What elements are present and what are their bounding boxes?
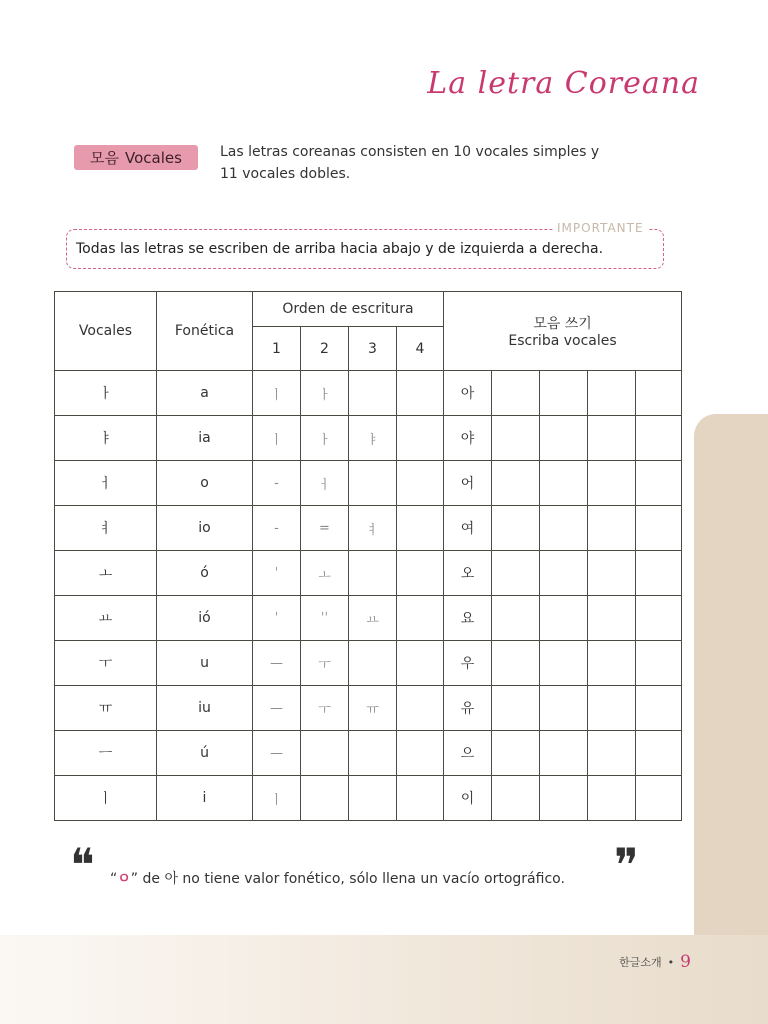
page-footer <box>619 952 691 972</box>
header-phonetic: Fonética <box>157 292 253 371</box>
practice-cell[interactable] <box>540 641 588 686</box>
practice-cell[interactable] <box>492 731 540 776</box>
practice-cell[interactable] <box>492 416 540 461</box>
practice-cell[interactable] <box>636 731 682 776</box>
phonetic-cell: o <box>157 461 253 506</box>
example-syllable-cell: 요 <box>444 596 492 641</box>
practice-cell[interactable] <box>588 416 636 461</box>
practice-cell[interactable] <box>636 371 682 416</box>
header-step-1: 1 <box>253 327 301 371</box>
intro-line-2: 11 vocales dobles. <box>220 166 351 182</box>
stroke-2-cell: ㅏ <box>301 371 349 416</box>
practice-cell[interactable] <box>492 596 540 641</box>
example-syllable-cell: 야 <box>444 416 492 461</box>
intro-text <box>220 141 650 185</box>
note-text <box>110 868 565 888</box>
header-step-4: 4 <box>397 327 444 371</box>
vowel-cell: ㅛ <box>55 596 157 641</box>
stroke-4-cell <box>397 461 444 506</box>
header-write-vowels <box>444 292 682 371</box>
practice-cell[interactable] <box>636 461 682 506</box>
practice-cell[interactable] <box>492 686 540 731</box>
practice-cell[interactable] <box>540 551 588 596</box>
stroke-1-cell: - <box>253 461 301 506</box>
stroke-4-cell <box>397 416 444 461</box>
vowel-row <box>55 461 682 506</box>
stroke-2-cell: ㅏ <box>301 416 349 461</box>
practice-cell[interactable] <box>588 506 636 551</box>
important-text: Todas las letras se escriben de arriba hacia abajo y de izquierda a derecha. <box>76 241 604 257</box>
stroke-4-cell <box>397 506 444 551</box>
example-syllable-cell: 여 <box>444 506 492 551</box>
stroke-2-cell <box>301 731 349 776</box>
practice-cell[interactable] <box>540 776 588 821</box>
phonetic-cell: io <box>157 506 253 551</box>
practice-cell[interactable] <box>588 776 636 821</box>
stroke-4-cell <box>397 371 444 416</box>
practice-cell[interactable] <box>636 506 682 551</box>
stroke-1-cell: ㅣ <box>253 371 301 416</box>
note-ieung: ㅇ <box>117 871 131 887</box>
vowel-row <box>55 506 682 551</box>
stroke-1-cell: - <box>253 506 301 551</box>
practice-cell[interactable] <box>492 371 540 416</box>
stroke-3-cell <box>349 776 397 821</box>
stroke-1-cell: — <box>253 641 301 686</box>
header-vowels: Vocales <box>55 292 157 371</box>
stroke-1-cell: ㅣ <box>253 776 301 821</box>
example-syllable-cell: 으 <box>444 731 492 776</box>
intro-line-1: Las letras coreanas consisten en 10 vocales simples y <box>220 144 600 160</box>
phonetic-cell: ó <box>157 551 253 596</box>
note-body: de 아 no tiene valor fonético, sólo llena un vacío ortográfico. <box>138 871 565 887</box>
stroke-4-cell <box>397 551 444 596</box>
stroke-2-cell: = <box>301 506 349 551</box>
stroke-3-cell: ㅠ <box>349 686 397 731</box>
stroke-3-cell: ㅛ <box>349 596 397 641</box>
open-quote-mark: ❝ <box>70 838 95 892</box>
practice-cell[interactable] <box>588 731 636 776</box>
stroke-2-cell <box>301 776 349 821</box>
stroke-1-cell: — <box>253 686 301 731</box>
vowel-row <box>55 776 682 821</box>
badge-korean: 모음 <box>90 149 120 167</box>
header-write-spanish: Escriba vocales <box>508 333 617 349</box>
phonetic-cell: u <box>157 641 253 686</box>
section-badge <box>74 145 198 170</box>
practice-cell[interactable] <box>588 596 636 641</box>
stroke-2-cell: ㅓ <box>301 461 349 506</box>
example-syllable-cell: 이 <box>444 776 492 821</box>
header-step-2: 2 <box>301 327 349 371</box>
close-quote-mark: ❞ <box>614 838 639 892</box>
stroke-3-cell: ㅕ <box>349 506 397 551</box>
practice-cell[interactable] <box>540 506 588 551</box>
stroke-3-cell: ㅑ <box>349 416 397 461</box>
vowel-row <box>55 596 682 641</box>
practice-cell[interactable] <box>540 416 588 461</box>
practice-cell[interactable] <box>492 641 540 686</box>
example-syllable-cell: 유 <box>444 686 492 731</box>
vowel-cell: ㅓ <box>55 461 157 506</box>
page-tab-decoration <box>694 414 768 1024</box>
practice-cell[interactable] <box>540 461 588 506</box>
footer-label: 한글소개 <box>619 956 662 969</box>
stroke-1-cell: ˈ <box>253 551 301 596</box>
stroke-4-cell <box>397 776 444 821</box>
badge-spanish: Vocales <box>125 148 182 167</box>
phonetic-cell: iu <box>157 686 253 731</box>
practice-cell[interactable] <box>540 686 588 731</box>
stroke-4-cell <box>397 641 444 686</box>
stroke-2-cell: ˈˈ <box>301 596 349 641</box>
phonetic-cell: ió <box>157 596 253 641</box>
example-syllable-cell: 어 <box>444 461 492 506</box>
stroke-1-cell: — <box>253 731 301 776</box>
phonetic-cell: i <box>157 776 253 821</box>
vowel-cell: ㅑ <box>55 416 157 461</box>
vowel-row <box>55 731 682 776</box>
header-write-korean: 모음 쓰기 <box>533 316 592 332</box>
stroke-3-cell <box>349 461 397 506</box>
practice-cell[interactable] <box>636 776 682 821</box>
vowel-row <box>55 686 682 731</box>
practice-cell[interactable] <box>588 641 636 686</box>
page-number: 9 <box>680 952 691 972</box>
vowel-row <box>55 551 682 596</box>
example-syllable-cell: 오 <box>444 551 492 596</box>
vowel-cell: ㅗ <box>55 551 157 596</box>
stroke-4-cell <box>397 686 444 731</box>
stroke-1-cell: ˈ <box>253 596 301 641</box>
header-writing-order: Orden de escritura <box>253 292 444 327</box>
stroke-4-cell <box>397 596 444 641</box>
practice-cell[interactable] <box>492 506 540 551</box>
stroke-3-cell <box>349 371 397 416</box>
phonetic-cell: ú <box>157 731 253 776</box>
vowel-cell: ㅣ <box>55 776 157 821</box>
stroke-2-cell: ㅜ <box>301 686 349 731</box>
practice-cell[interactable] <box>636 596 682 641</box>
vowel-table <box>54 291 682 821</box>
note-close-quote: ” <box>130 871 139 887</box>
practice-cell[interactable] <box>540 731 588 776</box>
stroke-2-cell: ㅗ <box>301 551 349 596</box>
example-syllable-cell: 아 <box>444 371 492 416</box>
practice-cell[interactable] <box>588 551 636 596</box>
page-bottom-band <box>0 935 768 1024</box>
practice-cell[interactable] <box>540 596 588 641</box>
practice-cell[interactable] <box>540 371 588 416</box>
vowel-cell: ㅜ <box>55 641 157 686</box>
header-step-3: 3 <box>349 327 397 371</box>
practice-cell[interactable] <box>636 641 682 686</box>
practice-cell[interactable] <box>636 686 682 731</box>
vowel-row <box>55 371 682 416</box>
phonetic-cell: ia <box>157 416 253 461</box>
vowel-cell: ㅕ <box>55 506 157 551</box>
practice-cell[interactable] <box>492 461 540 506</box>
example-syllable-cell: 우 <box>444 641 492 686</box>
note-open-quote: “ <box>110 871 118 887</box>
vowel-row <box>55 416 682 461</box>
practice-cell[interactable] <box>636 551 682 596</box>
stroke-3-cell <box>349 641 397 686</box>
phonetic-cell: a <box>157 371 253 416</box>
practice-cell[interactable] <box>492 551 540 596</box>
stroke-4-cell <box>397 731 444 776</box>
practice-cell[interactable] <box>492 776 540 821</box>
important-label: IMPORTANTE <box>553 221 648 235</box>
footer-separator: • <box>667 955 675 969</box>
practice-cell[interactable] <box>588 461 636 506</box>
stroke-3-cell <box>349 551 397 596</box>
stroke-1-cell: ㅣ <box>253 416 301 461</box>
vowel-cell: ㅡ <box>55 731 157 776</box>
vowel-cell: ㅏ <box>55 371 157 416</box>
vowel-row <box>55 641 682 686</box>
page-title: La letra Coreana <box>427 66 700 101</box>
vowel-cell: ㅠ <box>55 686 157 731</box>
practice-cell[interactable] <box>588 371 636 416</box>
practice-cell[interactable] <box>588 686 636 731</box>
stroke-2-cell: ㅜ <box>301 641 349 686</box>
practice-cell[interactable] <box>636 416 682 461</box>
stroke-3-cell <box>349 731 397 776</box>
